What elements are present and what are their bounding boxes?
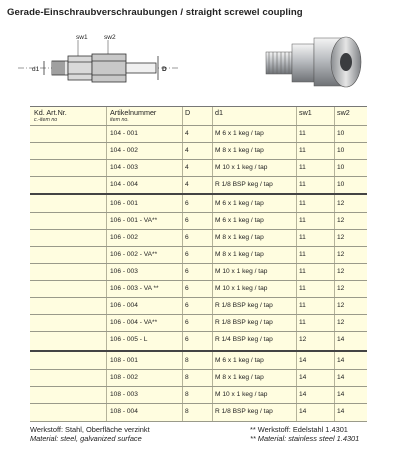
cell-sw2: 12: [337, 234, 345, 241]
table-row: [30, 195, 367, 211]
cell-D: 4: [185, 181, 189, 188]
cell-art: 106 - 001 - VA**: [110, 217, 158, 224]
table-row: [30, 125, 367, 141]
cell-d1: M 8 x 1 keg / tap: [215, 147, 264, 154]
cell-D: 6: [185, 217, 189, 224]
cell-sw2: 12: [337, 302, 345, 309]
cell-art: 106 - 003 - VA **: [110, 285, 159, 292]
cell-D: 8: [185, 408, 189, 415]
table-row: [30, 142, 367, 158]
cell-art: 108 - 002: [110, 374, 138, 381]
cell-sw2: 12: [337, 285, 345, 292]
D-label: D: [162, 66, 167, 73]
material-note-en: Material: steel, galvanized surface: [30, 434, 142, 443]
cell-d1: M 10 x 1 keg / tap: [215, 164, 268, 171]
cell-art: 106 - 001: [110, 200, 138, 207]
cell-sw1: 12: [299, 336, 307, 343]
cell-art: 108 - 004: [110, 408, 138, 415]
cell-sw2: 12: [337, 319, 345, 326]
cell-sw1: 11: [299, 319, 306, 326]
cell-sw2: 14: [337, 336, 345, 343]
cell-D: 6: [185, 251, 189, 258]
material-note-de: Werkstoff: Stahl, Oberfläche verzinkt: [30, 425, 150, 434]
stainless-note-de: ** Werkstoff: Edelstahl 1.4301: [250, 425, 348, 434]
cell-d1: R 1/8 BSP keg / tap: [215, 408, 273, 415]
cell-sw1: 11: [299, 181, 306, 188]
cell-sw1: 14: [299, 391, 307, 398]
cell-D: 6: [185, 234, 189, 241]
table-row: [30, 331, 367, 347]
stainless-note: [250, 425, 359, 443]
header-d1: d1: [215, 108, 223, 117]
cell-art: 108 - 001: [110, 357, 138, 364]
cell-d1: M 6 x 1 keg / tap: [215, 357, 264, 364]
cell-art: 106 - 004: [110, 302, 138, 309]
cell-sw2: 12: [337, 200, 345, 207]
cell-d1: M 10 x 1 keg / tap: [215, 268, 268, 275]
header-sw2: sw2: [337, 108, 350, 117]
cell-art: 104 - 003: [110, 164, 138, 171]
cell-sw2: 14: [337, 391, 345, 398]
stainless-note-en: ** Material: stainless steel 1.4301: [250, 434, 360, 443]
cell-art: 108 - 003: [110, 391, 138, 398]
cell-sw1: 14: [299, 374, 307, 381]
header-artikelnummer-sub: item no.: [110, 117, 129, 123]
technical-drawing: [18, 30, 178, 102]
cell-art: 106 - 003: [110, 268, 138, 275]
table-header: [30, 107, 367, 125]
material-note: [30, 425, 150, 443]
sw1-label: sw1: [76, 34, 88, 41]
page-title: Gerade-Einschraubverschraubungen / straight screwel coupling: [7, 7, 303, 18]
table-row: [30, 159, 367, 175]
cell-sw1: 14: [299, 357, 307, 364]
cell-sw2: 14: [337, 408, 345, 415]
cell-D: 8: [185, 357, 189, 364]
cell-D: 4: [185, 147, 189, 154]
cell-D: 4: [185, 164, 189, 171]
header-sw1: sw1: [299, 108, 312, 117]
cell-sw2: 10: [337, 164, 345, 171]
cell-D: 6: [185, 336, 189, 343]
cell-art: 106 - 002 - VA**: [110, 251, 158, 258]
table-row: [30, 386, 367, 402]
cell-D: 6: [185, 268, 189, 275]
table-row: [30, 280, 367, 296]
cell-art: 104 - 002: [110, 147, 138, 154]
cell-sw2: 12: [337, 268, 345, 275]
cell-sw1: 11: [299, 217, 306, 224]
cell-sw1: 11: [299, 130, 306, 137]
cell-sw1: 11: [299, 164, 306, 171]
cell-sw1: 11: [299, 285, 306, 292]
cell-sw1: 14: [299, 408, 307, 415]
cell-sw2: 10: [337, 181, 345, 188]
table-row: [30, 212, 367, 228]
cell-d1: R 1/8 BSP keg / tap: [215, 319, 273, 326]
cell-sw2: 10: [337, 147, 345, 154]
table-row: [30, 176, 367, 192]
cell-D: 6: [185, 200, 189, 207]
table-row: [30, 246, 367, 262]
cell-sw2: 14: [337, 357, 345, 364]
cell-D: 6: [185, 319, 189, 326]
cell-sw2: 14: [337, 374, 345, 381]
cell-sw1: 11: [299, 251, 306, 258]
table-row: [30, 403, 367, 419]
cell-D: 4: [185, 130, 189, 137]
d1-label: d1: [32, 66, 40, 73]
cell-d1: R 1/8 BSP keg / tap: [215, 181, 273, 188]
cell-d1: R 1/4 BSP keg / tap: [215, 336, 273, 343]
cell-sw1: 11: [299, 147, 306, 154]
table-row: [30, 369, 367, 385]
cell-d1: R 1/8 BSP keg / tap: [215, 302, 273, 309]
cell-art: 106 - 002: [110, 234, 138, 241]
cell-D: 6: [185, 302, 189, 309]
cell-art: 106 - 004 - VA**: [110, 319, 158, 326]
cell-sw1: 11: [299, 200, 306, 207]
cell-sw2: 12: [337, 217, 345, 224]
cell-d1: M 8 x 1 keg / tap: [215, 234, 264, 241]
table-row: [30, 229, 367, 245]
cell-d1: M 10 x 1 keg / tap: [215, 391, 268, 398]
cell-sw1: 11: [299, 268, 306, 275]
cell-art: 106 - 005 - L: [110, 336, 148, 343]
product-photo: [260, 24, 365, 94]
cell-sw2: 10: [337, 130, 345, 137]
cell-d1: M 6 x 1 keg / tap: [215, 130, 264, 137]
cell-sw1: 11: [299, 302, 306, 309]
cell-D: 8: [185, 374, 189, 381]
table-row: [30, 297, 367, 313]
cell-sw2: 12: [337, 251, 345, 258]
header-kd-art-nr: Kd. Art.Nr.: [34, 108, 67, 117]
cell-d1: M 8 x 1 keg / tap: [215, 251, 264, 258]
table-row: [30, 314, 367, 330]
header-artikelnummer: Artikelnummer: [110, 108, 157, 117]
cell-d1: M 6 x 1 keg / tap: [215, 200, 264, 207]
cell-D: 8: [185, 391, 189, 398]
cell-D: 6: [185, 285, 189, 292]
article-table: [30, 106, 367, 421]
cell-d1: M 8 x 1 keg / tap: [215, 374, 264, 381]
table-row: [30, 352, 367, 368]
header-D: D: [185, 108, 191, 117]
cell-sw1: 11: [299, 234, 306, 241]
header-kd-art-nr-sub: c.-item no: [34, 117, 58, 123]
cell-art: 104 - 004: [110, 181, 138, 188]
table-row: [30, 263, 367, 279]
cell-d1: M 10 x 1 keg / tap: [215, 285, 268, 292]
cell-d1: M 6 x 1 keg / tap: [215, 217, 264, 224]
sw2-label: sw2: [104, 34, 116, 41]
cell-art: 104 - 001: [110, 130, 138, 137]
